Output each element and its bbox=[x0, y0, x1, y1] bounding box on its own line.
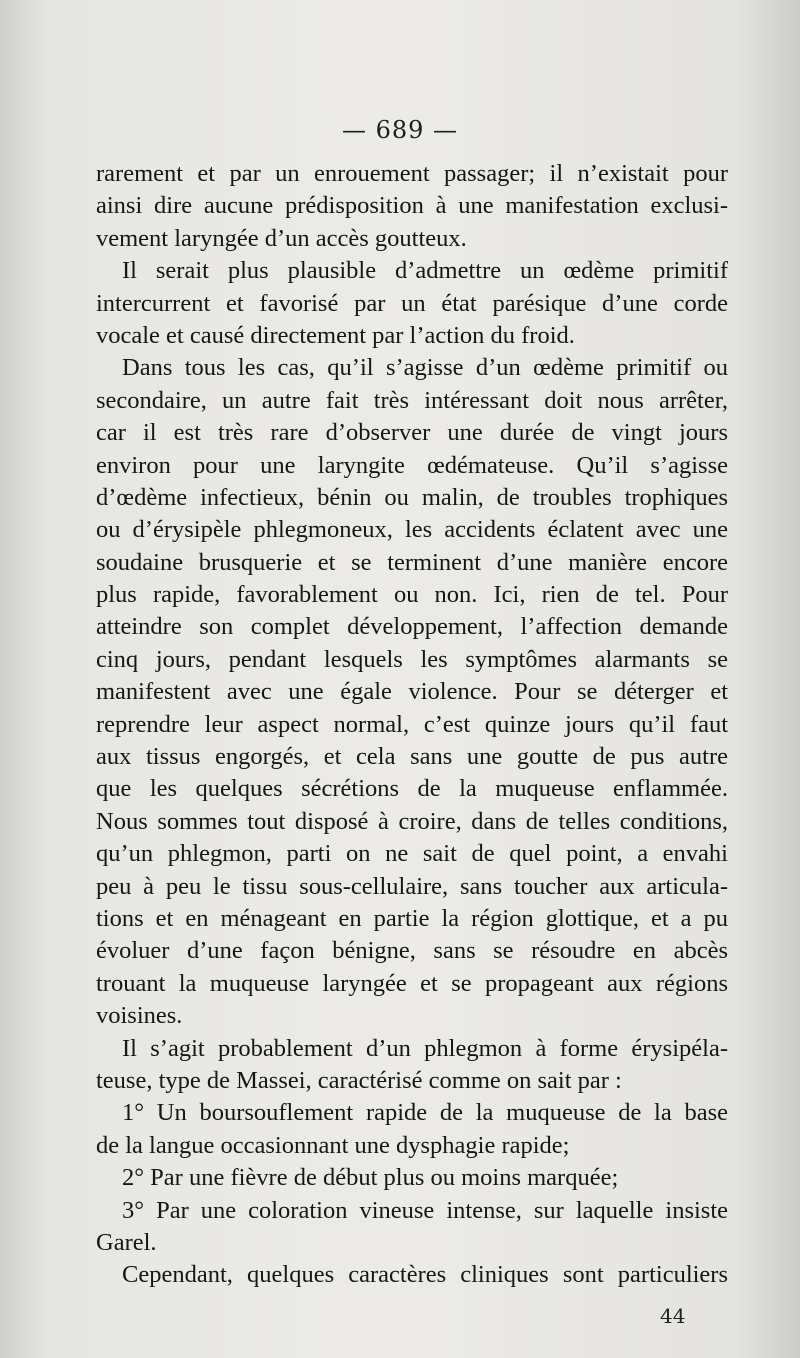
text-line: Dans tous les cas, qu’il s’agisse d’un œdème primitif ou bbox=[122, 354, 728, 382]
text-line: soudaine brusquerie et se terminent d’une manière encore bbox=[96, 548, 728, 576]
text-line: d’œdème infectieux, bénin ou malin, de troubles trophiques bbox=[96, 483, 728, 511]
text-line: de la langue occasionnant une dysphagie rapide; bbox=[96, 1131, 570, 1159]
text-line: évoluer d’une façon bénigne, sans se résoudre en abcès bbox=[96, 937, 728, 965]
text-line: vocale et causé directement par l’action du froid. bbox=[96, 321, 575, 349]
text-line: Garel. bbox=[96, 1228, 157, 1256]
text-line: voisines. bbox=[96, 1002, 183, 1030]
text-line: plus rapide, favorablement ou non. Ici, rien de tel. Pour bbox=[96, 581, 728, 609]
text-line: cinq jours, pendant lesquels les symptômes alarmants se bbox=[96, 645, 728, 673]
text-line: Nous sommes tout disposé à croire, dans de telles conditions, bbox=[96, 807, 728, 835]
text-line: vement laryngée d’un accès goutteux. bbox=[96, 224, 467, 252]
page-number: — 689 — bbox=[341, 116, 459, 144]
text-line: tions et en ménageant en partie la région glottique, et a pu bbox=[96, 904, 728, 932]
text-line: reprendre leur aspect normal, c’est quinze jours qu’il faut bbox=[96, 710, 728, 738]
text-line: ou d’érysipèle phlegmoneux, les accidents éclatent avec une bbox=[96, 516, 728, 544]
text-line: manifestent avec une égale violence. Pour se déterger et bbox=[96, 678, 728, 706]
text-line: teuse, type de Massei, caractérisé comme on sait par : bbox=[96, 1066, 622, 1094]
text-line: Cependant, quelques caractères cliniques sont particuliers bbox=[122, 1261, 728, 1289]
text-line: que les quelques sécrétions de la muqueuse enflammée. bbox=[96, 775, 728, 803]
text-line: aux tissus engorgés, et cela sans une goutte de pus autre bbox=[96, 743, 728, 771]
text-line: peu à peu le tissu sous-cellulaire, sans toucher aux articula- bbox=[96, 872, 728, 900]
text-line: atteindre son complet développement, l’affection demande bbox=[96, 613, 728, 641]
text-line: environ pour une laryngite œdémateuse. Qu’il s’agisse bbox=[96, 451, 728, 479]
text-line: rarement et par un enrouement passager; il n’existait pour bbox=[96, 160, 728, 187]
body-text bbox=[96, 158, 728, 1292]
text-line: Il s’agit probablement d’un phlegmon à forme érysipéla- bbox=[122, 1034, 728, 1062]
text-line: secondaire, un autre fait très intéressant doit nous arrêter, bbox=[96, 386, 728, 414]
text-line: 2° Par une fièvre de début plus ou moins marquée; bbox=[122, 1164, 619, 1192]
signature-mark: 44 bbox=[660, 1304, 686, 1328]
text-line: 3° Par une coloration vineuse intense, sur laquelle insiste bbox=[122, 1196, 728, 1224]
text-line: ainsi dire aucune prédisposition à une manifestation exclusi- bbox=[96, 192, 728, 220]
text-line: trouant la muqueuse laryngée et se propageant aux régions bbox=[96, 969, 728, 997]
text-line: intercurrent et favorisé par un état parésique d’une corde bbox=[96, 289, 728, 317]
text-line: Il serait plus plausible d’admettre un œdème primitif bbox=[122, 257, 728, 285]
text-line: 1° Un boursouflement rapide de la muqueuse de la base bbox=[122, 1099, 728, 1127]
text-line: car il est très rare d’observer une durée de vingt jours bbox=[96, 419, 728, 447]
text-line: qu’un phlegmon, parti on ne sait de quel point, a envahi bbox=[96, 840, 728, 868]
